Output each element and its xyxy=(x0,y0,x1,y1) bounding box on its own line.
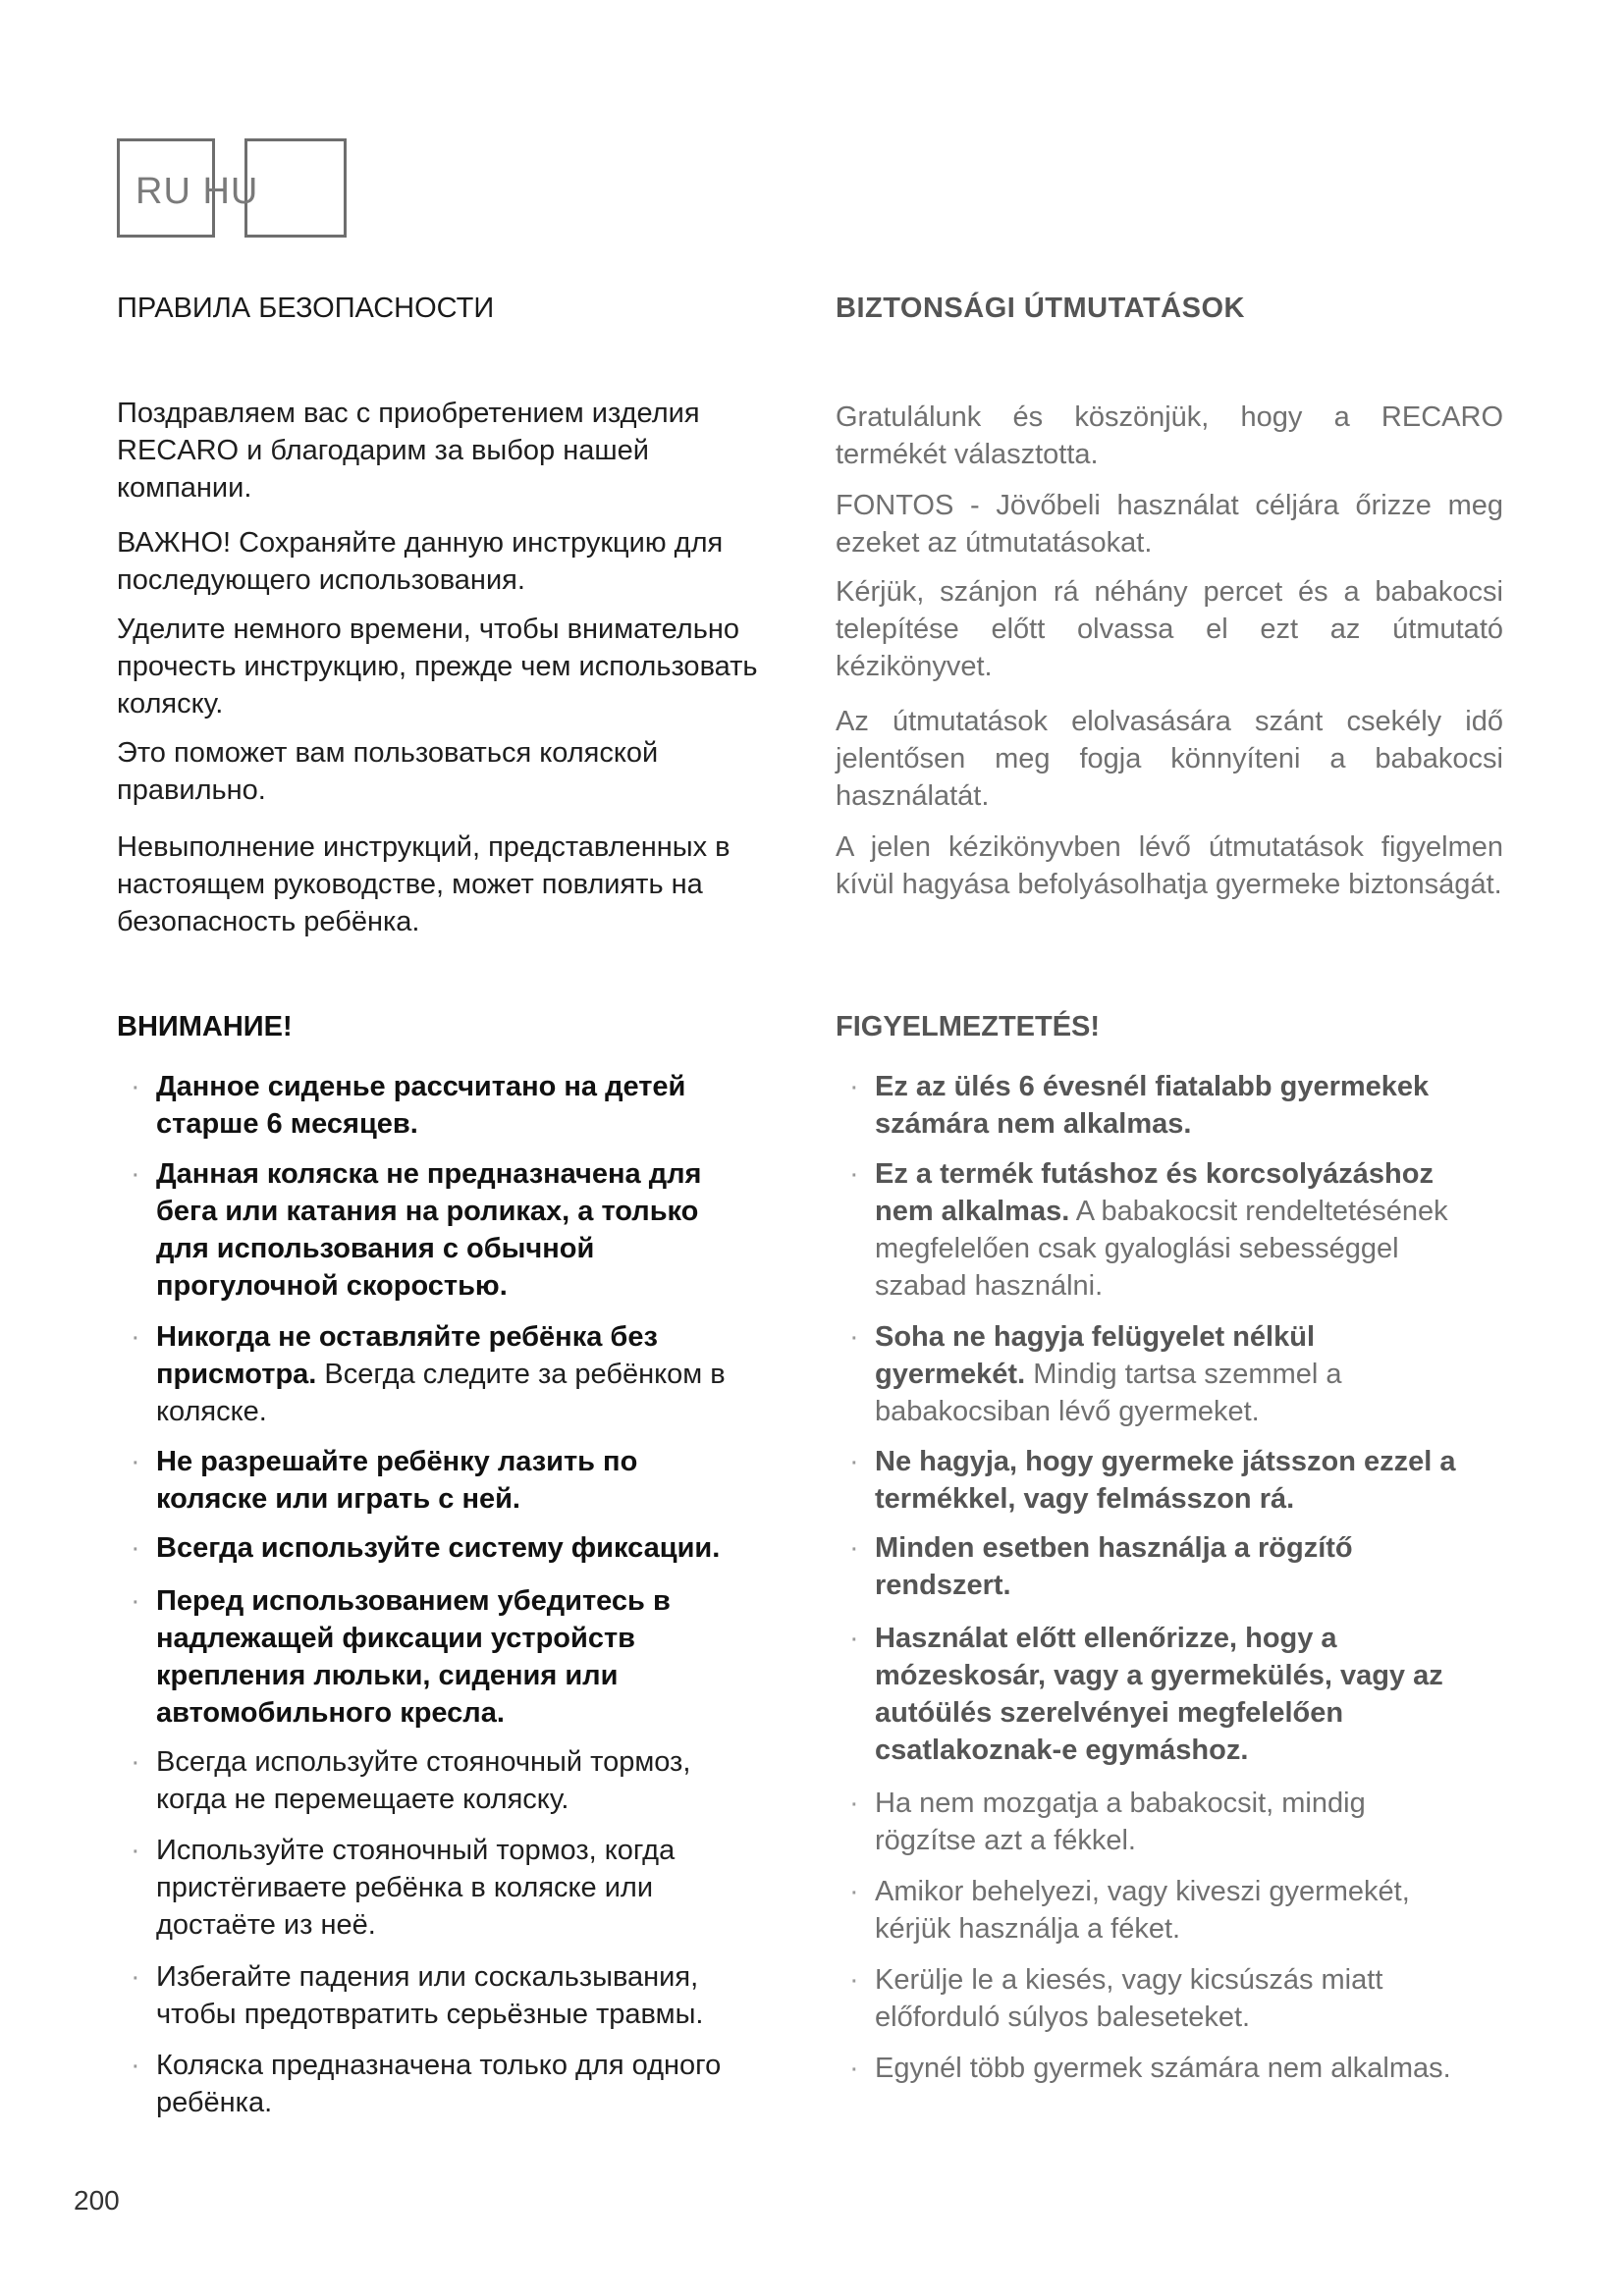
hu-warning-item: · Soha ne hagyja felügyelet nélkül gyermekét. Mindig tartsa szemmel a babakocsiban lévő gyermeket. xyxy=(836,1318,1464,1430)
page-number: 200 xyxy=(74,2185,120,2216)
ru-paragraph: ВАЖНО! Сохраняйте данную инструкцию для последующего использования. xyxy=(117,527,724,596)
bullet-icon: · xyxy=(131,1835,140,1866)
bullet-icon: · xyxy=(131,1585,140,1617)
language-badge-hu xyxy=(244,138,347,238)
hu-warning-item: · Egynél több gyermek számára nem alkalmas. xyxy=(836,2050,1503,2087)
hu-warning-item: · Minden esetben használja a rögzítő rendszert. xyxy=(836,1529,1464,1604)
ru-warning-item: · Перед использованием убедитесь в надлежащей фиксации устройств крепления люльки, сидения или автомобильного кресла. xyxy=(117,1582,745,1732)
hu-paragraph: Gratulálunk és köszönjük, hogy a RECARO termékét választotta. xyxy=(836,401,1503,470)
bullet-icon: · xyxy=(849,1071,859,1102)
bullet-icon: · xyxy=(849,1321,859,1353)
bullet-icon: · xyxy=(849,1964,859,1996)
ru-warning-item: · Никогда не оставляйте ребёнка без присмотра. Всегда следите за ребёнком в коляске. xyxy=(117,1318,745,1430)
ru-warning-item: · Всегда используйте стояночный тормоз, когда не перемещаете коляску. xyxy=(117,1743,745,1818)
ru-paragraph: Уделите немного времени, чтобы внимательно прочесть инструкцию, прежде чем использовать коляску. xyxy=(117,614,758,720)
hu-warning-title: FIGYELMEZTETÉS! xyxy=(836,1011,1101,1042)
bullet-icon: · xyxy=(131,1071,140,1102)
ru-warning-item: · Избегайте падения или соскальзывания, чтобы предотвратить серьёзные травмы. xyxy=(117,1958,745,2033)
hu-warning-item: · Használat előtt ellenőrizze, hogy a mózeskosár, vagy a gyermekülés, vagy az autóülés szerelvényei megfelelően csatlakoznak-e egymáshoz. xyxy=(836,1620,1484,1769)
bullet-icon: · xyxy=(131,1158,140,1190)
bullet-icon: · xyxy=(131,1446,140,1477)
hu-paragraph: Az útmutatások elolvasására szánt csekély idő jelentősen meg fogja könnyíteni a babakocsi használatát. xyxy=(836,706,1503,812)
hu-section-heading: BIZTONSÁGI ÚTMUTATÁSOK xyxy=(836,293,1245,324)
hu-warning-item: · Kerülje le a kiesés, vagy kicsúszás miatt előforduló súlyos baleseteket. xyxy=(836,1961,1464,2036)
ru-warning-title: ВНИМАНИЕ! xyxy=(117,1011,293,1042)
ru-section-heading: ПРАВИЛА БЕЗОПАСНОСТИ xyxy=(117,293,495,324)
language-label: RU HU xyxy=(135,171,259,212)
hu-warning-item: · Ez az ülés 6 évesnél fiatalabb gyermekek számára nem alkalmas. xyxy=(836,1068,1484,1143)
hu-warning-item: · Ez a termék futáshoz és korcsolyázáshoz nem alkalmas. A babakocsit rendeltetésének megfelelően csak gyaloglási sebességgel szabad használni. xyxy=(836,1155,1484,1305)
bullet-icon: · xyxy=(849,2053,859,2084)
hu-paragraph: Kérjük, szánjon rá néhány percet és a babakocsi telepítése előtt olvassa el ezt az útmutató kézikönyvet. xyxy=(836,576,1503,682)
bullet-icon: · xyxy=(131,2050,140,2081)
hu-warning-item: · Ne hagyja, hogy gyermeke játsszon ezzel a termékkel, vagy felmásszon rá. xyxy=(836,1443,1503,1518)
hu-warning-item: · Amikor behelyezi, vagy kiveszi gyermekét, kérjük használja a féket. xyxy=(836,1873,1464,1948)
hu-warning-item: · Ha nem mozgatja a babakocsit, mindig rögzítse azt a fékkel. xyxy=(836,1785,1425,1859)
ru-warning-item: · Данное сиденье рассчитано на детей старше 6 месяцев. xyxy=(117,1068,745,1143)
bullet-icon: · xyxy=(131,1961,140,1993)
bullet-icon: · xyxy=(131,1321,140,1353)
hu-paragraph: FONTOS - Jövőbeli használat céljára őrizze meg ezeket az útmutatásokat. xyxy=(836,490,1503,559)
ru-warning-item: · Всегда используйте систему фиксации. xyxy=(117,1529,765,1567)
bullet-icon: · xyxy=(849,1158,859,1190)
bullet-icon: · xyxy=(849,1532,859,1564)
ru-paragraph: Это поможет вам пользоваться коляской правильно. xyxy=(117,737,659,806)
bullet-icon: · xyxy=(131,1532,140,1564)
ru-warning-item: · Коляска предназначена только для одного ребёнка. xyxy=(117,2047,765,2121)
bullet-icon: · xyxy=(849,1876,859,1907)
ru-warning-item: · Данная коляска не предназначена для бега или катания на роликах, а только для использования с обычной прогулочной скоростью. xyxy=(117,1155,745,1305)
ru-paragraph: Поздравляем вас с приобретением изделия RECARO и благодарим за выбор нашей компании. xyxy=(117,398,700,504)
bullet-icon: · xyxy=(131,1746,140,1778)
bullet-icon: · xyxy=(849,1446,859,1477)
bullet-icon: · xyxy=(849,1623,859,1654)
ru-warning-item: · Используйте стояночный тормоз, когда пристёгиваете ребёнка в коляске или достаёте из неё. xyxy=(117,1832,726,1944)
ru-paragraph: Невыполнение инструкций, представленных в настоящем руководстве, может повлиять на безопасность ребёнка. xyxy=(117,831,731,937)
ru-warning-item: · Не разрешайте ребёнку лазить по коляске или играть с ней. xyxy=(117,1443,745,1518)
bullet-icon: · xyxy=(849,1788,859,1819)
hu-paragraph: A jelen kézikönyvben lévő útmutatások figyelmen kívül hagyása befolyásolhatja gyermeke biztonságát. xyxy=(836,831,1503,900)
